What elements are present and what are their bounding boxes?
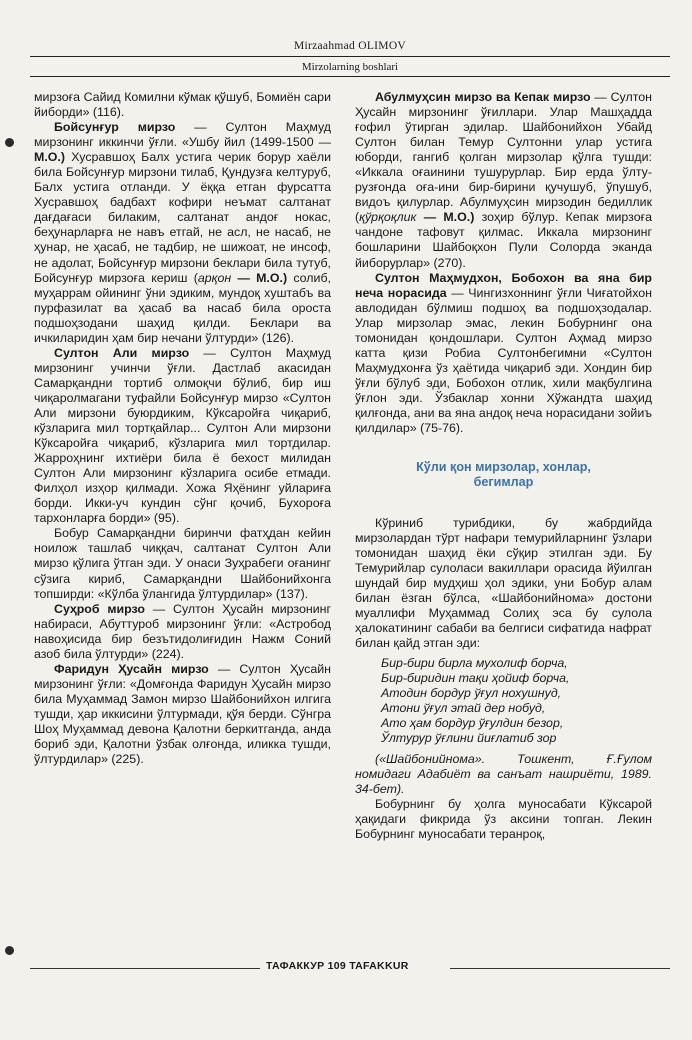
paragraph-baysunghur: Бойсунғур мирзо — Султон Маҳмуд мирзонинг иккинчи ўғли. «Ушбу йил (1499-1500 — М.О.) Хусравшоҳ Балх устига черик борур хаёли била Бойсунғур мирзони тилаб, Қундузға келтуруб, Балх устига отланди. У ёққа етган фурсатта Хусравшоҳ бадбахт кофири неъмат салтанат дағдағаси билаким, салтанат андоғ нокас, беҳунарларға не навъ етгай, не асл, не насаб, не ҳунар, не ҳасаб, не тадбир, не шижоат, не инсоф, не адолат, Бойсунғур мирзони беклари била тутуб, Бойсунғур мирзоға кериш (арқон — М.О.) солиб, муҳаррам ойининг ўни эдиким, мундоқ хуштабъ ва пурфазилат ва ҳасаб ва насаб била ороста подшоҳзодани шаҳид қилди. Беклари ва ичкиларидин ҳам бир нечани ўлтурди» (126). xyxy=(34,120,331,345)
running-header xyxy=(30,40,670,77)
citation: («Шайбонийнома». Тошкент, Ғ.Ғулом номидаги Адабиёт ва санъат нашриёти, 1989. 34-бет). xyxy=(355,751,652,796)
footer-rule xyxy=(30,968,260,969)
binding-hole xyxy=(5,138,14,147)
header-rule xyxy=(30,76,670,77)
paragraph-mahmudkhan: Султон Маҳмудхон, Бобохон ва яна бир неча норасида — Чингизхоннинг ўғли Чиғатойхон авлодидан бўлмиш подшоҳ ва подшоҳзодалар. Улар мирзолар эмас, лекин Бобурнинг она томонидан қондошлари. Султон Аҳмад мирзо катта қизи Робиа Султонбегимни «Султон Маҳмудхонға ўз ҳаётида чиқариб эди. Хондин бир ўғли бўлуб эди, Бобохон отлик, хили мақбулгина ўғлон эди. Ўзбаклар хонни Хўжандта шаҳид қилғонда, ани ва яна андоқ неча норасидани зойиъ қилдилар» (75-76). xyxy=(355,270,652,436)
poem-line: Ато ҳам бордур ўғулдин безор, xyxy=(381,715,564,730)
paragraph: Бобур Самарқандни биринчи фатҳдан кейин ноилож ташлаб чиққач, салтанат Султон Али мирзо қўлига ўтган эди. У онаси Зуҳрабеги оғанинг сўзига кириб, Самарқандни Шайбонийхонга топширди: «Кўлба ўлангида ўлтурдилар» (137). xyxy=(34,526,331,601)
paragraph-abulmuhsin: Абулмуҳсин мирзо ва Кепак мирзо — Султон Ҳусайн мирзонинг ўғиллари. Улар Машҳадда ғофил ўтирган эдилар. Шайбонийхон Убайд Султон билан Темур Султонни улар устига юборди, гангиб қолган мирзолар қўлга тушди: «Иккала оғаинини тушурурлар. Бир ерда ўлту-рузғонда оға-ини бир-бирини қучушуб, ўпушуб, видоъ қилурлар. Абулмуҳсин мирзодин бедиллик (қўрқоқлик — М.О.) зоҳир бўлур. Кепак мирзоға чандоне тафовут қилмас. Иккала мирзонинг бошларини Шайбоқхон Пули Солорда эканда йиборурлар» (270). xyxy=(355,90,652,270)
entry-title: Абулмуҳсин мирзо ва Кепак мирзо xyxy=(375,90,591,104)
binding-hole xyxy=(5,946,14,955)
paragraph: Бобурнинг бу ҳолга муносабати Кўксарой ҳақидаги фикрида ўз аксини топган. Лекин Бобурнинг муносабати теранроқ, xyxy=(355,796,652,842)
paragraph-faridun: Фаридун Ҳусайн мирзо — Султон Ҳусайн мирзонинг ўғли: «Домғонда Фаридун Ҳусайн мирзо била Муҳаммад Замон мирзо Шайбонийхон илгига тушди, ҳар иккисини ўлтурмади, қўя берди. Сўнгра Шоҳ Муҳаммад девона Қалотни беркитганда, анда бориб эди, Қалотни ўзбак олғонда, иликка тушди, ўлтурдилар» (225). xyxy=(34,661,331,767)
poem-line: Атони ўғул этай дер нобуд, xyxy=(381,700,546,715)
entry-title: Бойсунғур мирзо xyxy=(54,120,176,135)
entry-title: Фаридун Ҳусайн мирзо xyxy=(54,661,209,676)
poem-line: Ўлтурур ўғлини йиғлатиб зор xyxy=(381,730,557,745)
paragraph: Кўриниб турибдики, бу жабрдийда мирзолардан тўрт нафари темурийларнинг ўзлари томонидан шаҳид ёки сўқир этилган эди. Бу Темурийлар сулоласи вакиллари орасида йўилган шундай бир мудҳиш ҳол эдики, уни Бобур алам билан ёзган бўлса, «Шайбонийнома» достони муаллифи Муҳаммад Солиҳ эса бу сулола ҳалокатининг сабаби ва белгиси сифатида нафрат билан қайд этган эди: xyxy=(355,516,652,651)
entry-title: Султон Али мирзо xyxy=(54,345,190,360)
paragraph-suhrob: Суҳроб мирзо — Султон Ҳусайн мирзонинг набираси, Абуттуроб мирзонинг ўғли: «Астробод навоҳисида бир безътидолиғидин Нажм Соний азоб била ўлтурди» (224). xyxy=(34,601,331,661)
paragraph-sultan-ali: Султон Али мирзо — Султон Маҳмуд мирзонинг учинчи ўғли. Дастлаб акасидан Самарқандни тортиб олмоқчи бўлиб, бир иш чиқаролмагани туфайли Бойсунғур мирзо «Султон Али мирзони буюрдиким, Кўксаройға чиқариб, кўзларига мил тортқайлар... Султон Али мирзони Кўксаройға чиқариб, кўзларига мил тортдилар. Жарроҳнинг ихтиёри била ё бехост милидан Султон Али мирзонинг кўзларига осибе етмади. Филҳол изҳор қилмади. Хожа Яҳёнинг уйлариға борди. Икки-уч кундин сўнг қочиб, Бухороға тархонларға борди» (95). xyxy=(34,345,331,526)
entry-title: Суҳроб мирзо xyxy=(54,601,145,616)
header-rule xyxy=(30,56,670,57)
poem-quote xyxy=(381,656,652,746)
section-heading: Кўли қон мирзолар, хонлар, бегимлар xyxy=(416,460,591,490)
footer-page-label: ТАФАККУР 109 TAFAKKUR xyxy=(266,960,409,972)
left-column xyxy=(34,90,331,767)
right-column xyxy=(355,90,652,842)
paragraph: мирзоға Сайид Комилни кўмак қўшуб, Бомиён сари йиборди» (116). xyxy=(34,90,331,120)
entry-title: Султон Маҳмудхон, Бобохон ва яна бир неча норасида xyxy=(355,270,652,300)
page-footer xyxy=(30,960,670,976)
poem-line: Бир-биридин тақи ҳойиф борча, xyxy=(381,670,570,685)
footer-rule xyxy=(450,968,670,969)
poem-line: Бир-бири бирла мухолиф борча, xyxy=(381,655,568,670)
poem-line: Атодин бордур ўғул нохушнуд, xyxy=(381,685,562,700)
header-author: Mirzaahmad OLIMOV xyxy=(293,40,407,52)
header-subtitle: Mirzolarning boshlari xyxy=(301,61,399,73)
